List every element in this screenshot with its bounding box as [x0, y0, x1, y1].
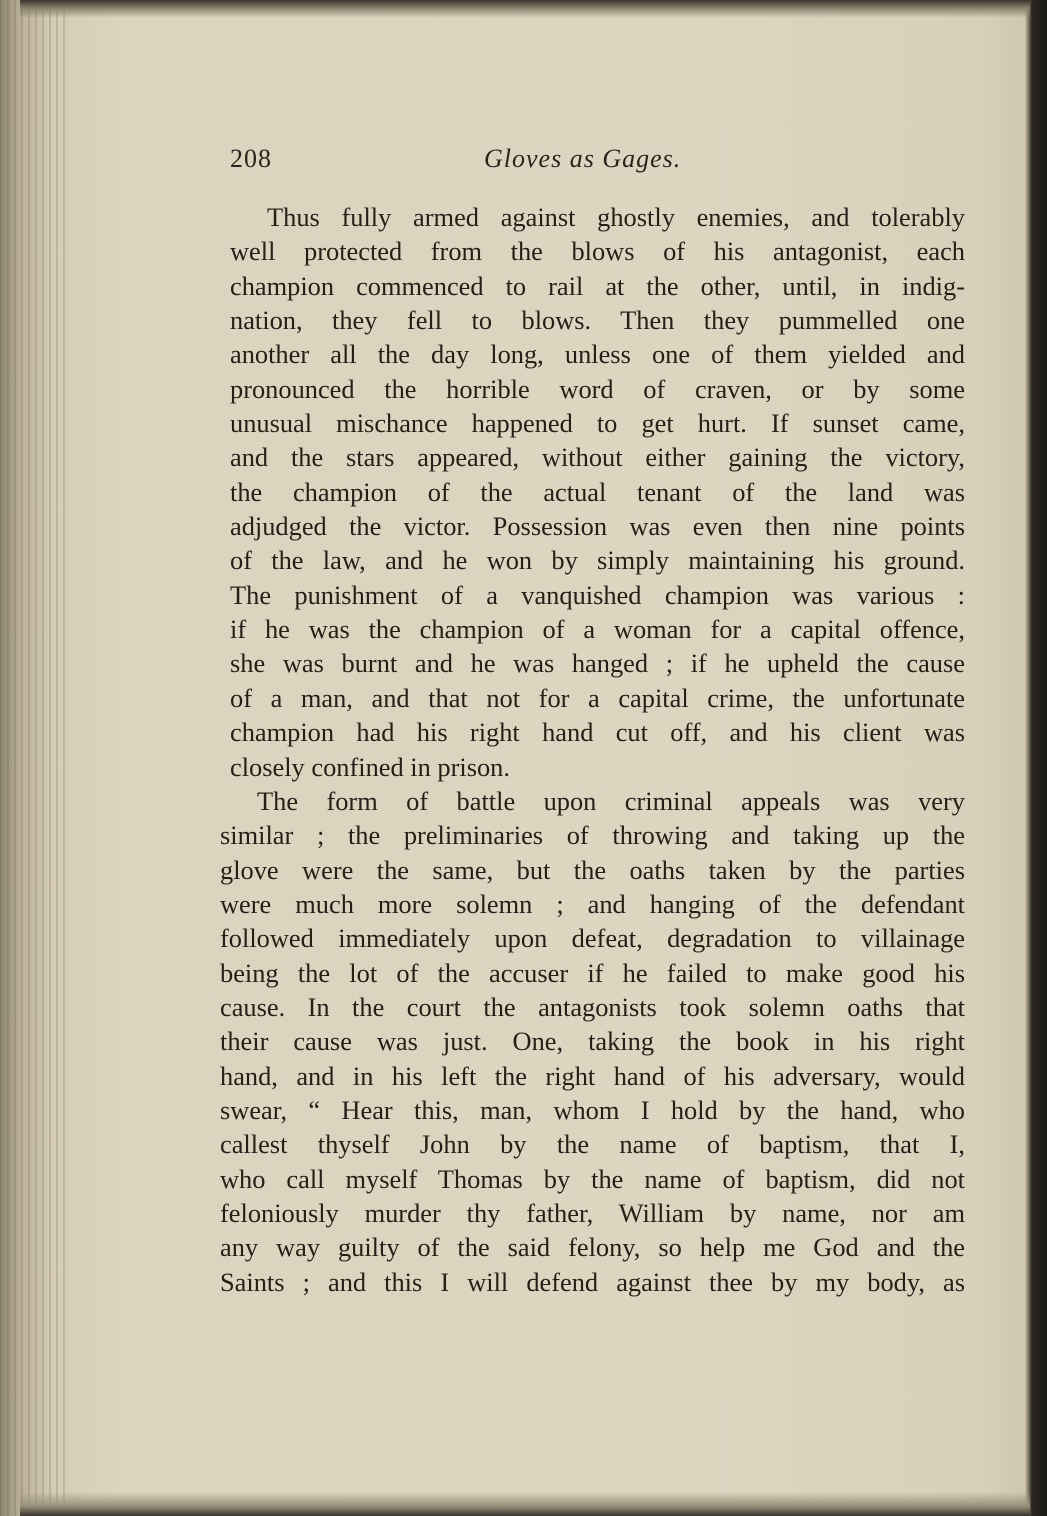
text-line: closely confined in prison. [230, 751, 510, 782]
text-line: cause. In the court the antagonists took solemn oaths that [220, 991, 965, 1022]
text-line: their cause was just. One, taking the book in his right [220, 1026, 965, 1057]
text-line: well protected from the blows of his antagonist, each [230, 236, 965, 267]
text-line: The form of battle upon criminal appeals was very [257, 785, 965, 816]
text-line: she was burnt and he was hanged ; if he upheld the cause [230, 648, 965, 679]
text-line: glove were the same, but the oaths taken by the parties [220, 854, 965, 885]
text-line: and the stars appeared, without either gaining the victory, [230, 442, 965, 473]
paragraph-2 [220, 784, 965, 1299]
text-line: champion commenced to rail at the other, until, in indig- [230, 270, 965, 301]
text-line: of the law, and he won by simply maintaining his ground. [230, 545, 965, 576]
text-line: being the lot of the accuser if he failed to make good his [220, 957, 965, 988]
text-line: if he was the champion of a woman for a capital offence, [230, 614, 965, 645]
text-line: feloniously murder thy father, William by name, nor am [220, 1197, 965, 1228]
page-header [230, 138, 960, 178]
text-line: any way guilty of the said felony, so help me God and the [220, 1232, 965, 1263]
text-line: were much more solemn ; and hanging of the defendant [220, 888, 965, 919]
page-top-shadow [20, 0, 1030, 18]
text-line: Saints ; and this I will defend against thee by my body, as [220, 1266, 965, 1297]
text-line: another all the day long, unless one of them yielded and [230, 339, 965, 370]
text-line: Thus fully armed against ghostly enemies, and tolerably [267, 202, 965, 232]
text-line: hand, and in his left the right hand of his adversary, would [220, 1060, 965, 1091]
page-number: 208 [230, 144, 272, 173]
text-line: pronounced the horrible word of craven, or by some [230, 373, 965, 404]
text-line: followed immediately upon defeat, degradation to villainage [220, 923, 965, 954]
page-binding-edge [0, 0, 70, 1516]
page-bottom-shadow [20, 1492, 1030, 1516]
text-line: swear, “ Hear this, man, whom I hold by the hand, who [220, 1094, 965, 1125]
text-line: adjudged the victor. Possession was even then nine points [230, 511, 965, 542]
body-text [220, 200, 965, 1299]
text-line: who call myself Thomas by the name of baptism, did not [220, 1163, 965, 1194]
text-line: unusual mischance happened to get hurt. If sunset came, [230, 408, 965, 439]
text-line: of a man, and that not for a capital crime, the unfortunate [230, 682, 965, 713]
text-line: similar ; the preliminaries of throwing and taking up the [220, 820, 965, 851]
paragraph-1 [230, 200, 965, 784]
text-line: The punishment of a vanquished champion was various : [230, 579, 965, 610]
running-head: Gloves as Gages. [484, 144, 682, 173]
text-line: nation, they fell to blows. Then they pummelled one [230, 305, 965, 336]
text-line: the champion of the actual tenant of the land was [230, 476, 965, 507]
text-line: champion had his right hand cut off, and his client was [230, 717, 965, 748]
text-line: callest thyself John by the name of baptism, that I, [220, 1129, 965, 1160]
